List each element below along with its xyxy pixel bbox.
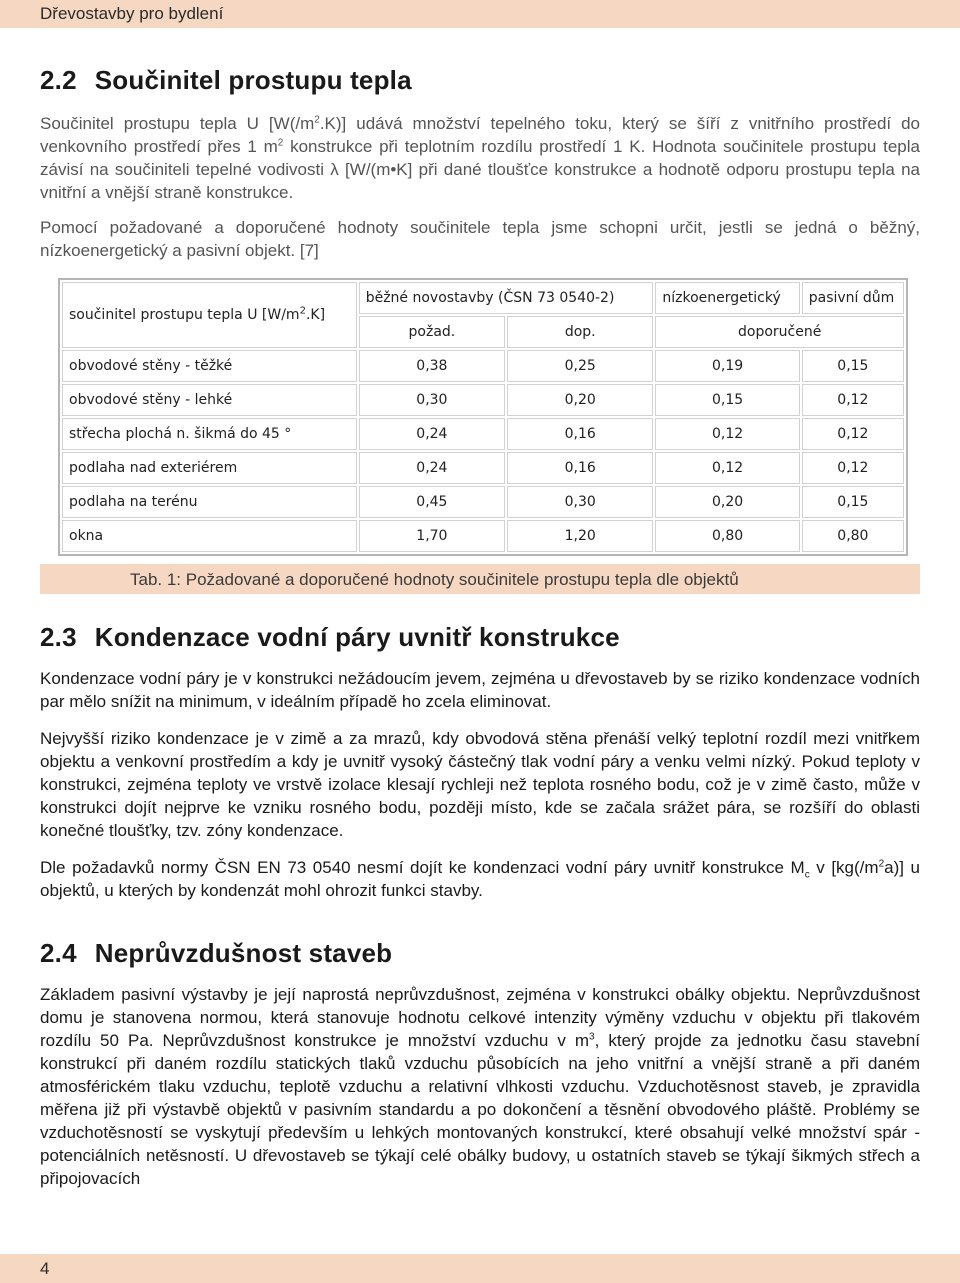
table-cell: 0,20 — [507, 384, 653, 416]
table-row — [62, 384, 904, 416]
table-cell: 0,20 — [655, 486, 799, 518]
footer-bar — [0, 1254, 960, 1283]
page-number: 4 — [40, 1259, 50, 1278]
section-heading-2-3 — [40, 622, 920, 653]
table-cell: 0,80 — [802, 520, 904, 552]
text-run: .K)] udává množství tepelného toku, který se šíří z vnitřního prostředí do venkovního prostředí přes 1 m — [40, 114, 921, 156]
section-title: Neprůvzdušnost staveb — [94, 938, 393, 968]
text-run: .K] — [305, 307, 326, 323]
table-cell: 0,12 — [802, 384, 904, 416]
table-cell: 0,12 — [802, 418, 904, 450]
section-number: 2.3 — [40, 622, 77, 652]
table-cell: 0,45 — [359, 486, 505, 518]
section-title: Součinitel prostupu tepla — [94, 65, 412, 95]
table-cell: 1,20 — [507, 520, 653, 552]
table-cell: 0,12 — [655, 418, 799, 450]
text-run: Dle požadavků normy ČSN EN 73 0540 nesmí dojít ke kondenzaci vodní páry uvnitř konstrukce M — [40, 858, 805, 877]
superscript: 3 — [589, 1031, 595, 1043]
table-cell: 0,12 — [655, 452, 799, 484]
column-group-header: nízkoenergetický — [655, 282, 799, 314]
table-cell: 0,16 — [507, 452, 653, 484]
paragraph — [40, 983, 920, 1190]
section-title: Kondenzace vodní páry uvnitř konstrukce — [94, 622, 620, 652]
column-group-header: běžné novostavby (ČSN 73 0540-2) — [359, 282, 654, 314]
paragraph: Pomocí požadované a doporučené hodnoty součinitele tepla jsme schopni určit, jestli se jedná o běžný, nízkoenergetický a pasivní objekt. [7] — [40, 218, 920, 260]
section-number: 2.4 — [40, 938, 77, 968]
row-label: podlaha nad exteriérem — [62, 452, 357, 484]
table-cell: 0,16 — [507, 418, 653, 450]
subscript: c — [804, 869, 810, 881]
table-row — [62, 486, 904, 518]
paragraph: Kondenzace vodní páry je v konstrukci nežádoucím jevem, zejména u dřevostaveb by se riziko kondenzace vodních par mělo snížit na minimum, v ideálním případě ho zcela eliminovat. — [40, 669, 920, 711]
page-content — [40, 58, 920, 1190]
row-label: obvodové stěny - těžké — [62, 350, 357, 382]
table-cell: 0,19 — [655, 350, 799, 382]
running-header: Dřevostavby pro bydlení — [40, 4, 224, 23]
table-cell: 0,15 — [802, 486, 904, 518]
table-cell: 0,24 — [359, 452, 505, 484]
text-run: v [kg(/m — [809, 858, 879, 877]
superscript: 2 — [314, 114, 320, 126]
text-run: , který projde za jednotku času stavební konstrukcí při daném rozdílu statických tlaků vzduchu působících na jeho vnitřní a vnější straně a při daném atmosférickém tlaku vzduchu, teplotě vzduchu a relativní vlhkosti vzduchu. Vzduchotěsnost staveb, je zpravidla měřena již při výstavbě objektů v pasivním standardu a po dokončení a těsnění obvodového pláště. Problémy se vzduchotěsností se vyskytují především u lehkých montovaných konstrukcí, které obsahují velké množství spár - potenciálních netěsností. U dřevostaveb se týkají celé obálky budovy, u ostatních staveb se týkají šikmých střech a připojovacích — [40, 1031, 921, 1188]
text-run: Základem pasivní výstavby je její naprostá neprůvzdušnost, zejména v konstrukci obálky objektu. Neprůvzdušnost domu je stanovena normou, která stanovuje hodnotu celkové intenzity výměny vzduchu v objektu při tlakovém rozdílu 50 Pa. Neprůvzdušnost konstrukce je množství vzduchu v m — [40, 985, 920, 1050]
table-cell: 0,15 — [655, 384, 799, 416]
table-cell: 1,70 — [359, 520, 505, 552]
superscript: 2 — [878, 858, 885, 870]
superscript: 2 — [299, 305, 306, 317]
column-group-header: pasivní dům — [802, 282, 904, 314]
text-run: konstrukce při teplotním rozdílu prostředí 1 K. Hodnota součinitele prostupu tepla závisí na součiniteli tepelné vodivosti λ [W/(m•K] při dané tloušťce konstrukce a hodnotě odporu prostupu tepla na vnitřní a vnější straně konstrukce. — [40, 137, 920, 202]
table-cell: 0,30 — [507, 486, 653, 518]
column-subheader: požad. — [359, 316, 505, 348]
table-row — [62, 520, 904, 552]
table-cell: 0,12 — [802, 452, 904, 484]
table-cell: 0,38 — [359, 350, 505, 382]
table-cell: 0,24 — [359, 418, 505, 450]
paragraph: Nejvyšší riziko kondenzace je v zimě a za mrazů, kdy obvodová stěna přenáší velký teplotní rozdíl mezi vnitřkem objektu a venkovní prostředím a kdy je uvnitř vysoký částečný tlak vodní páry a venku velmi nízký. Pokud teploty v konstrukci, zejména teploty ve vrstvě izolace klesají rychleji než teplota rosného bodu, což je v zimě často, může v konstrukci dojít nejprve ke vzniku rosného bodu, později místo, kde se začala srážet pára, se rozšíří do oblasti konečné tloušťky, tzv. zóny kondenzace. — [40, 729, 920, 840]
table-corner-header — [62, 282, 357, 348]
section-heading-2-2 — [40, 65, 920, 96]
table-cell: 0,15 — [802, 350, 904, 382]
table-row — [62, 452, 904, 484]
text-run: Součinitel prostupu tepla U [W(/m — [40, 114, 315, 133]
text-run: součinitel prostupu tepla U [W/m — [69, 307, 300, 323]
table-cell: 0,80 — [655, 520, 799, 552]
table-cell: 0,25 — [507, 350, 653, 382]
row-label: střecha plochá n. šikmá do 45 ° — [62, 418, 357, 450]
row-label: obvodové stěny - lehké — [62, 384, 357, 416]
column-subheader: doporučené — [655, 316, 904, 348]
row-label: podlaha na terénu — [62, 486, 357, 518]
table-caption: Tab. 1: Požadované a doporučené hodnoty součinitele prostupu tepla dle objektů — [130, 570, 739, 589]
paragraph — [40, 856, 920, 902]
paragraph — [40, 112, 920, 204]
header-bar — [0, 0, 960, 28]
section-number: 2.2 — [40, 65, 77, 95]
text-run: a)] u objektů, u kterých by kondenzát mohl ohrozit funkci stavby. — [40, 858, 920, 900]
coefficient-table — [58, 278, 908, 556]
section-heading-2-4 — [40, 938, 920, 969]
column-subheader: dop. — [507, 316, 653, 348]
table-row — [62, 418, 904, 450]
table-cell: 0,30 — [359, 384, 505, 416]
superscript: 2 — [277, 137, 284, 149]
table-caption-bar — [40, 564, 920, 594]
table-row — [62, 350, 904, 382]
row-label: okna — [62, 520, 357, 552]
